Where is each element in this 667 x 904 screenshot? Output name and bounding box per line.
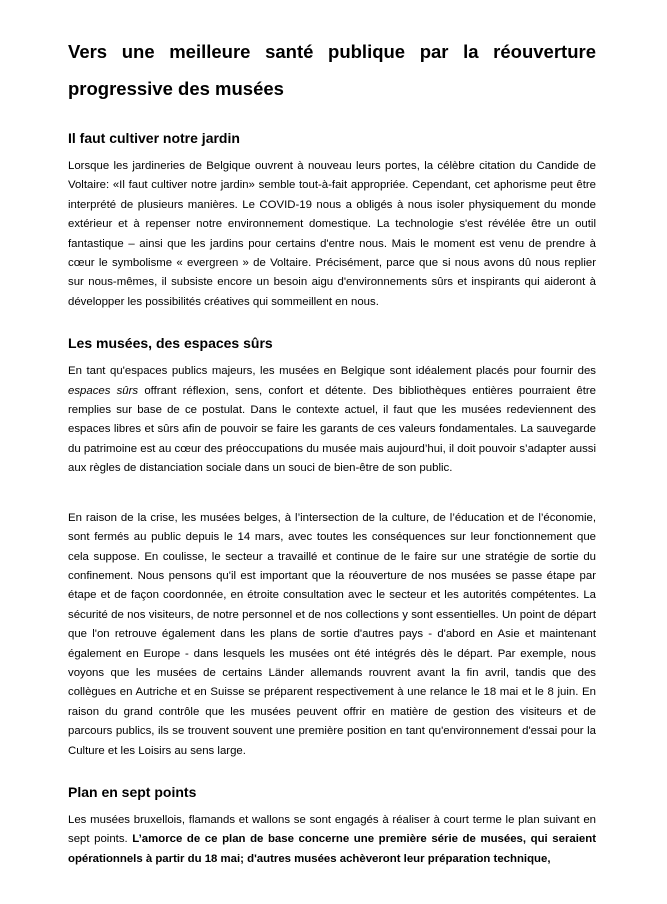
text-run-bold: L’amorce de ce plan de base concerne une première série de musées, qui seraient opérationnels à partir du 18 mai; d'autres musées achèveront leur préparation technique, — [68, 833, 596, 865]
text-run: En tant qu'espaces publics majeurs, les musées en Belgique sont idéalement placés pour fournir des — [68, 365, 596, 378]
paragraph: En raison de la crise, les musées belges, à l’intersection de la culture, de l’éducation et de l’économie, sont fermés au public depuis le 14 mars, avec toutes les conséquences sur leur fonctionnement que cela suppose. En coulisse, le secteur a travaillé et continue de le faire sur une stratégie de sortie du confinement. Nous pensons qu'il est important que la réouverture de nos musées se passe étape par étape et de façon coordonnée, en étroite consultation avec le secteur et les autorités compétentes. La sécurité de nos visiteurs, de notre personnel et de nos collections y sont essentielles. Un point de départ que l'on retrouve également dans les plans de sortie d'autres pays - d'abord en Asie et maintenant également en Europe - dans lesquels les musées ont été intégrés dès le départ. Par exemple, nous voyons que les musées de certains Länder allemands rouvrent avant la fin avril, tandis que des collègues en Autriche et en Suisse se préparent respectivement à une relance le 18 mai et le 8 juin. En raison du grand contrôle que les musées peuvent offrir en matière de gestion des visiteurs et de parcours publics, ils se trouvent souvent une première position en tant qu'environnement d'essai pour la Culture et les Loisirs au sens large. — [68, 511, 596, 757]
paragraph — [68, 362, 596, 478]
section-heading: Il faut cultiver notre jardin — [68, 130, 240, 146]
section-les-musees-des-espaces-surs — [68, 334, 596, 761]
section-plan-en-sept-points — [68, 783, 596, 869]
text-run-italic: espaces sûrs — [68, 384, 139, 397]
section-heading: Plan en sept points — [68, 783, 197, 800]
page-title: Vers une meilleure santé publique par la réouverture progressive des musées — [68, 41, 596, 99]
section-heading: Les musées, des espaces sûrs — [68, 335, 273, 352]
text-run: Les musées bruxellois, flamands et wallons se sont engagés à réaliser à court terme le plan suivant en sept points. — [68, 813, 596, 846]
text-run: offrant réflexion, sens, confort et détente. Des bibliothèques entières pourraient être remplies sur base de ce postulat. Dans le contexte actuel, il faut que les musées redeviennent des espaces libres et sûrs afin de pouvoir se faire les garants de ces valeurs fondamentales. La sauvegarde du patrimoine est au cœur des préoccupations du musée mais aujourd’hui, il doit pouvoir s’adapter aussi aux règles de distanciation sociale dans un souci de bien-être de son public. — [68, 384, 597, 475]
paragraph — [68, 811, 596, 869]
paragraph: Lorsque les jardineries de Belgique ouvrent à nouveau leurs portes, la célèbre citation du Candide de Voltaire: «Il faut cultiver notre jardin» semble tout-à-fait appropriée. Cependant, cet aphorisme peut être interprété de plusieurs manières. Le COVID-19 nous a obligés à nous isoler physiquement du monde extérieur et à repenser notre environnement domestique. La technologie s'est révélée être un outil fantastique – ainsi que les jardins pour certains d'entre nous. Mais le moment est venu de prendre à cœur le symbolisme « evergreen » de Voltaire. Précisément, parce que si nous avons dû nous replier sur nous-mêmes, il subsiste encore un besoin aigu d'environnements sûrs et inspirants qui aideront à développer les possibilités créatives qui sommeillent en nous. — [68, 160, 596, 308]
section-il-faut-cultiver-notre-jardin — [68, 129, 596, 312]
